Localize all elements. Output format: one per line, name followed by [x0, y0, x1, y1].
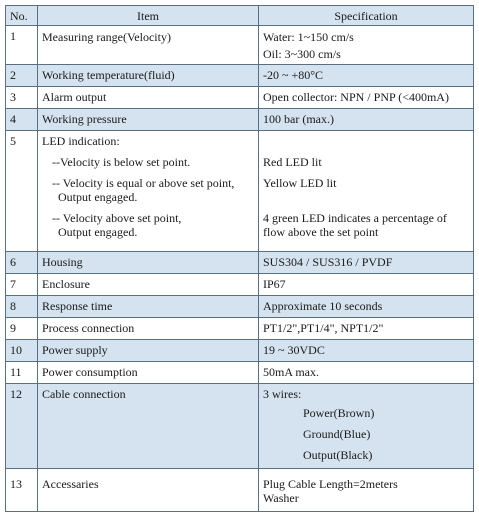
table-row	[6, 274, 474, 296]
row-item: Response time	[38, 296, 259, 318]
row-item	[38, 131, 259, 252]
header-no: No.	[6, 6, 38, 26]
led-condition-above: -- Velocity above set point,	[52, 211, 182, 225]
table-row	[6, 296, 474, 318]
spec-line: Plug Cable Length=2meters	[263, 477, 398, 491]
table-header-row	[6, 6, 474, 26]
led-condition-above-output: Output engaged.	[58, 225, 138, 239]
table-row	[6, 109, 474, 131]
row-number: 12	[6, 384, 38, 469]
wire-ground: Ground(Blue)	[303, 427, 371, 441]
row-item: Power supply	[38, 340, 259, 362]
row-number: 8	[6, 296, 38, 318]
led-green-cont: flow above the set point	[263, 225, 379, 239]
row-item: Working pressure	[38, 109, 259, 131]
led-condition-below: --Velocity is below set point.	[52, 155, 191, 169]
row-spec: -20 ~ +80°C	[259, 65, 474, 87]
table-row	[6, 469, 474, 512]
row-number: 3	[6, 87, 38, 109]
table-row	[6, 362, 474, 384]
table-row	[6, 384, 474, 469]
row-spec	[259, 384, 474, 469]
row-number: 4	[6, 109, 38, 131]
row-item: Working temperature(fluid)	[38, 65, 259, 87]
row-spec: Open collector: NPN / PNP (<400mA)	[259, 87, 474, 109]
row-spec: SUS304 / SUS316 / PVDF	[259, 252, 474, 274]
row-number: 7	[6, 274, 38, 296]
spec-line: Washer	[263, 491, 299, 505]
row-number: 6	[6, 252, 38, 274]
wires-label: 3 wires:	[263, 387, 302, 401]
row-spec	[259, 131, 474, 252]
specification-table	[5, 5, 474, 512]
table-row	[6, 131, 474, 252]
header-item: Item	[38, 6, 259, 26]
led-condition-equal: -- Velocity is equal or above set point,	[52, 176, 235, 190]
row-item: Housing	[38, 252, 259, 274]
wire-output: Output(Black)	[303, 448, 373, 462]
row-spec: 50mA max.	[259, 362, 474, 384]
wire-power: Power(Brown)	[303, 406, 375, 420]
header-specification: Specification	[259, 6, 474, 26]
row-number: 2	[6, 65, 38, 87]
row-spec: Approximate 10 seconds	[259, 296, 474, 318]
table-row	[6, 87, 474, 109]
row-number: 5	[6, 131, 38, 252]
row-number: 10	[6, 340, 38, 362]
table-row	[6, 65, 474, 87]
row-spec: PT1/2",PT1/4", NPT1/2"	[259, 318, 474, 340]
table-row	[6, 318, 474, 340]
led-condition-equal-output: Output engaged.	[58, 190, 138, 204]
led-red: Red LED lit	[263, 155, 322, 169]
row-item: Measuring range(Velocity)	[38, 26, 259, 65]
led-green: 4 green LED indicates a percentage of	[263, 211, 447, 225]
row-spec	[259, 469, 474, 512]
row-number: 13	[6, 469, 38, 512]
row-spec: 19 ~ 30VDC	[259, 340, 474, 362]
table-row	[6, 252, 474, 274]
row-item: Power consumption	[38, 362, 259, 384]
row-item: Cable connection	[38, 384, 259, 469]
table-row	[6, 26, 474, 65]
row-spec	[259, 26, 474, 65]
row-spec: IP67	[259, 274, 474, 296]
table-row	[6, 340, 474, 362]
row-item: Accessaries	[38, 469, 259, 512]
row-item: Enclosure	[38, 274, 259, 296]
row-number: 9	[6, 318, 38, 340]
row-spec: 100 bar (max.)	[259, 109, 474, 131]
row-number: 1	[6, 26, 38, 65]
spec-line: Oil: 3~300 cm/s	[263, 47, 341, 61]
row-number: 11	[6, 362, 38, 384]
spec-line: Water: 1~150 cm/s	[263, 30, 354, 44]
led-yellow: Yellow LED lit	[263, 176, 337, 190]
led-indication-label: LED indication:	[42, 134, 120, 148]
row-item: Process connection	[38, 318, 259, 340]
row-item: Alarm output	[38, 87, 259, 109]
